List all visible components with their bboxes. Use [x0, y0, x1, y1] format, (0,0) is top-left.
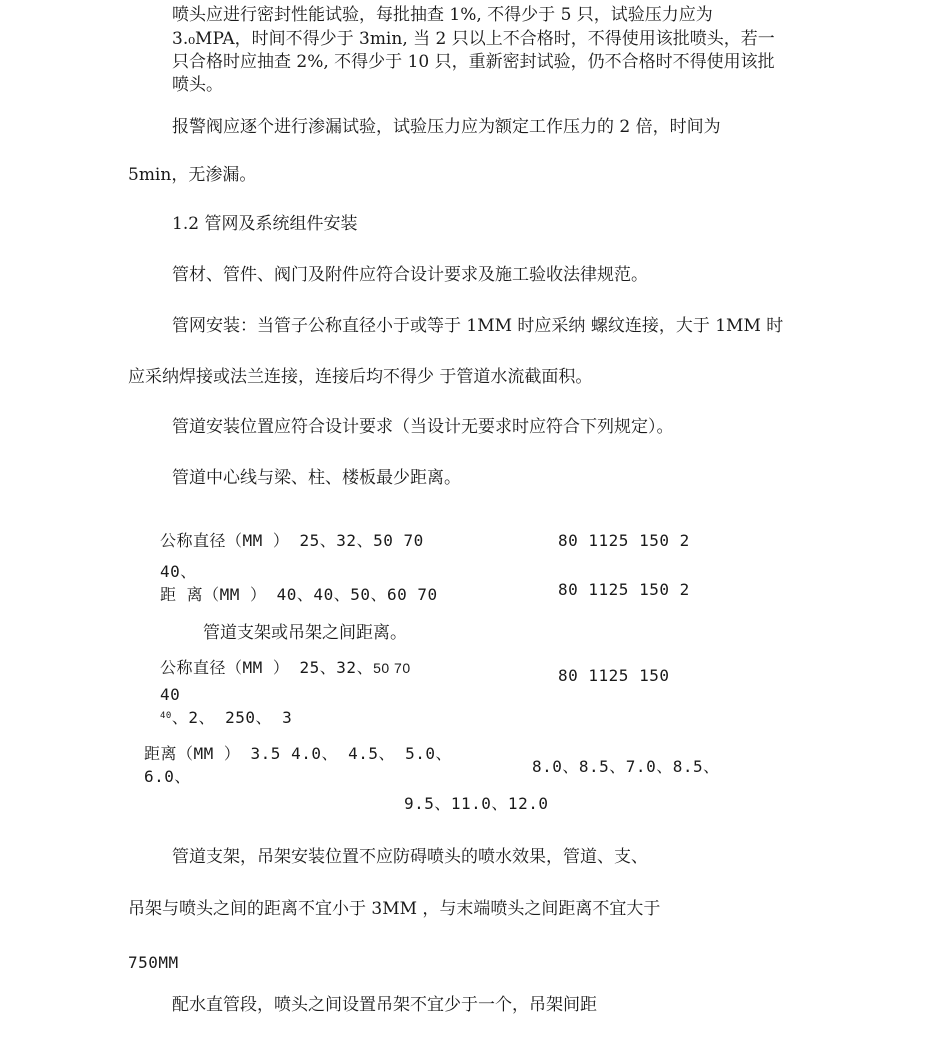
table2-row2-right: 8.0、8.5、7.0、8.5、: [532, 757, 720, 776]
paragraph-line: 喷头应进行密封性能试验，每批抽查 1%, 不得少于 5 只，试验压力应为: [172, 5, 713, 25]
paragraph-line: 配水直管段，喷头之间设置吊架不宜少于一个，吊架间距: [172, 995, 597, 1015]
table2-row2-left-l1: 距离（MM ） 3.5 4.0、 4.5、 5.0、: [144, 744, 453, 763]
table2-row1-extra: [160, 707, 292, 729]
paragraph-line: 管网安装：当管子公称直径小于或等于 1MM 时应采纳 螺纹连接，大于 1MM 时: [172, 316, 784, 336]
table2-row1-extra-text: 、2、 250、 3: [171, 708, 293, 727]
paragraph-line: 管道安装位置应符合设计要求（当设计无要求时应符合下列规定）。: [172, 417, 674, 437]
table2-row2-left-l2: 6.0、: [144, 767, 191, 786]
section-heading: 1.2 管网及系统组件安装: [172, 214, 358, 234]
paragraph-line: 管道中心线与梁、柱、楼板最少距离。: [172, 468, 461, 488]
table1-row1-right: 80 1125 150 2: [558, 531, 690, 550]
table2-row2-cont: 9.5、11.0、12.0: [404, 794, 549, 813]
paragraph-line: 5min，无渗漏。: [128, 165, 257, 185]
paragraph-line: 报警阀应逐个进行渗漏试验，试验压力应为额定工作压力的 2 倍，时间为: [172, 117, 721, 137]
paragraph-line: 吊架与喷头之间的距离不宜小于 3MM ，与末端喷头之间距离不宜大于: [128, 899, 661, 919]
paragraph-line: 只合格时应抽查 2%, 不得少于 10 只，重新密封试验，仍不合格时不得使用该批: [172, 52, 775, 72]
table2-row1-left-a: 公称直径（MM ） 25、32、: [160, 658, 374, 677]
table1-row1-wrap: 40、: [160, 562, 197, 581]
paragraph-line: 3.₀MPA，时间不得少于 3min, 当 2 只以上不合格时，不得使用该批喷头，若一: [172, 29, 775, 49]
table1-row2-left: 距 离（MM ） 40、40、50、60 70: [160, 585, 438, 604]
table2-row1-extra-sup: 40: [160, 711, 172, 721]
table1-row2-right: 80 1125 150 2: [558, 580, 690, 599]
table2-row1-left-b: 50 70: [373, 660, 411, 676]
table2-caption: 管道支架或吊架之间距离。: [203, 623, 407, 643]
paragraph-line: 750MM: [128, 953, 179, 972]
paragraph-line: 管材、管件、阀门及附件应符合设计要求及施工验收法律规范。: [172, 265, 648, 285]
table2-row1-right: 80 1125 150: [558, 666, 670, 685]
paragraph-line: 喷头。: [172, 75, 223, 95]
paragraph-line: 应采纳焊接或法兰连接，连接后均不得少 于管道水流截面积。: [128, 367, 593, 387]
table2-row1-left: [160, 657, 411, 679]
table1-row1-left: 公称直径（MM ） 25、32、50 70: [160, 531, 424, 550]
paragraph-line: 管道支架，吊架安装位置不应防碍喷头的喷水效果，管道、支、: [172, 847, 648, 867]
table2-row1-wrap: 40: [160, 685, 181, 704]
